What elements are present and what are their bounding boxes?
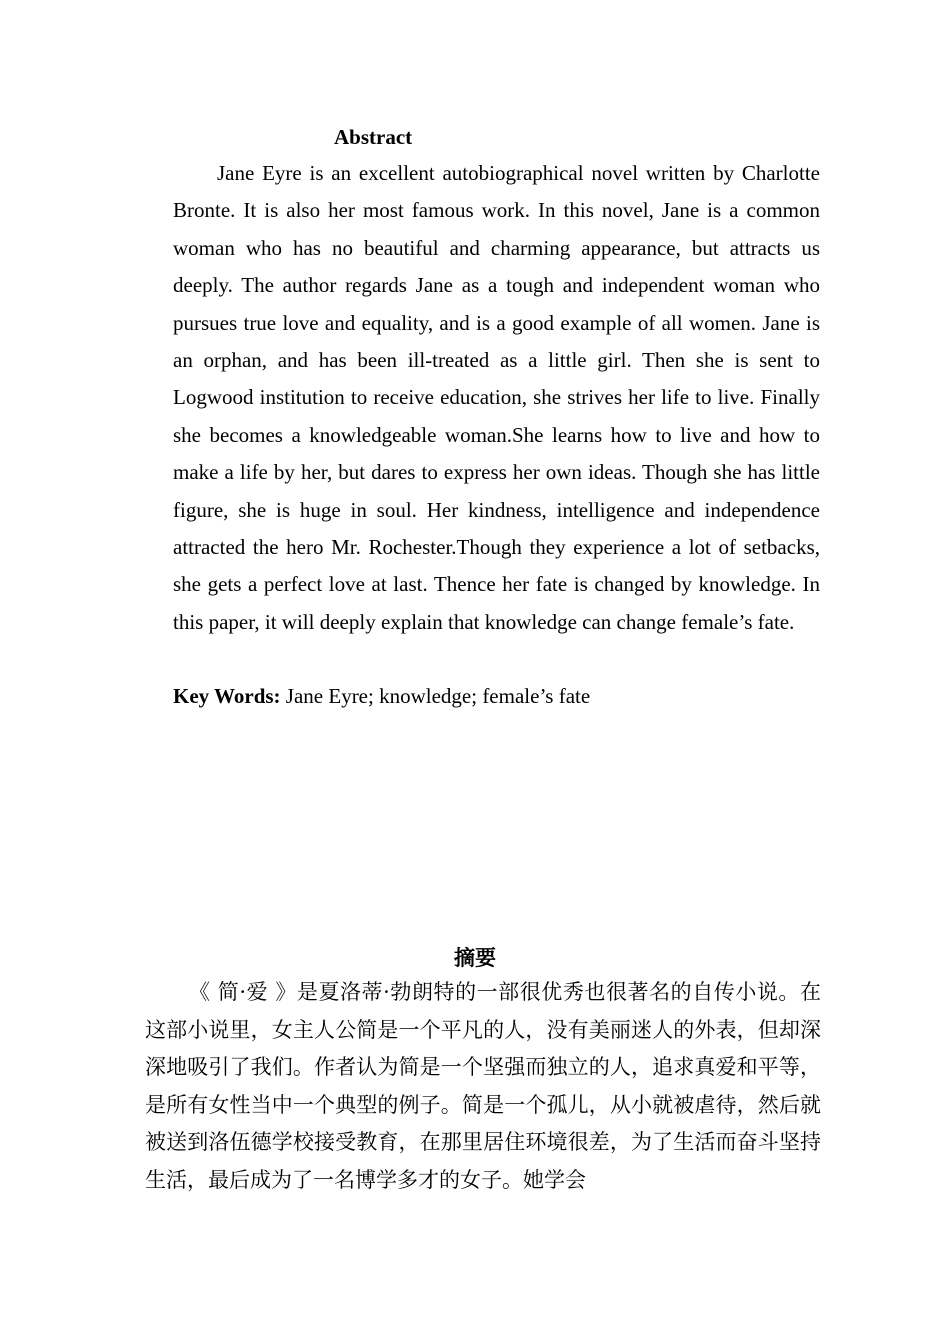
chinese-abstract-title: 摘要 — [454, 946, 496, 970]
chinese-abstract-body: 《 简·爱 》是夏洛蒂·勃朗特的一部很优秀也很著名的自传小说。在这部小说里，女主人公简是一个平凡的人，没有美丽迷人的外表，但却深深地吸引了我们。作者认为简是一个坚强而独立的人，追求真爱和平等，是所有女性当中一个典型的例子。简是一个孤儿，从小就被虐待，然后就被送到洛伍德学校接受教育，在那里居住环境很差，为了生活而奋斗坚持生活，最后成为了一名博学多才的女子。她学会 — [145, 980, 821, 1192]
keywords-line — [173, 678, 820, 715]
keywords-text: Jane Eyre; knowledge; female’s fate — [280, 684, 591, 708]
keywords-label: Key Words: — [173, 684, 281, 708]
abstract-body: Jane Eyre is an excellent autobiographical novel written by Charlotte Bronte. It is also her most famous work. In this novel, Jane is a common woman who has no beautiful and charming appearance, but attracts us deeply. The author regards Jane as a tough and independent woman who pursues true love and equality, and is a good example of all women. Jane is an orphan, and has been ill-treated as a little girl. Then she is sent to Logwood institution to receive education, she strives her life to live. Finally she becomes a knowledgeable woman.She learns how to live and how to make a life by her, but dares to express her own ideas. Though she has little figure, she is huge in soul. Her kindness, intelligence and independence attracted the hero Mr. Rochester.Though they experience a lot of setbacks, she gets a perfect love at last. Thence her fate is changed by knowledge. In this paper, it will deeply explain that knowledge can change female’s fate. — [173, 161, 820, 634]
abstract-title: Abstract — [334, 125, 413, 149]
